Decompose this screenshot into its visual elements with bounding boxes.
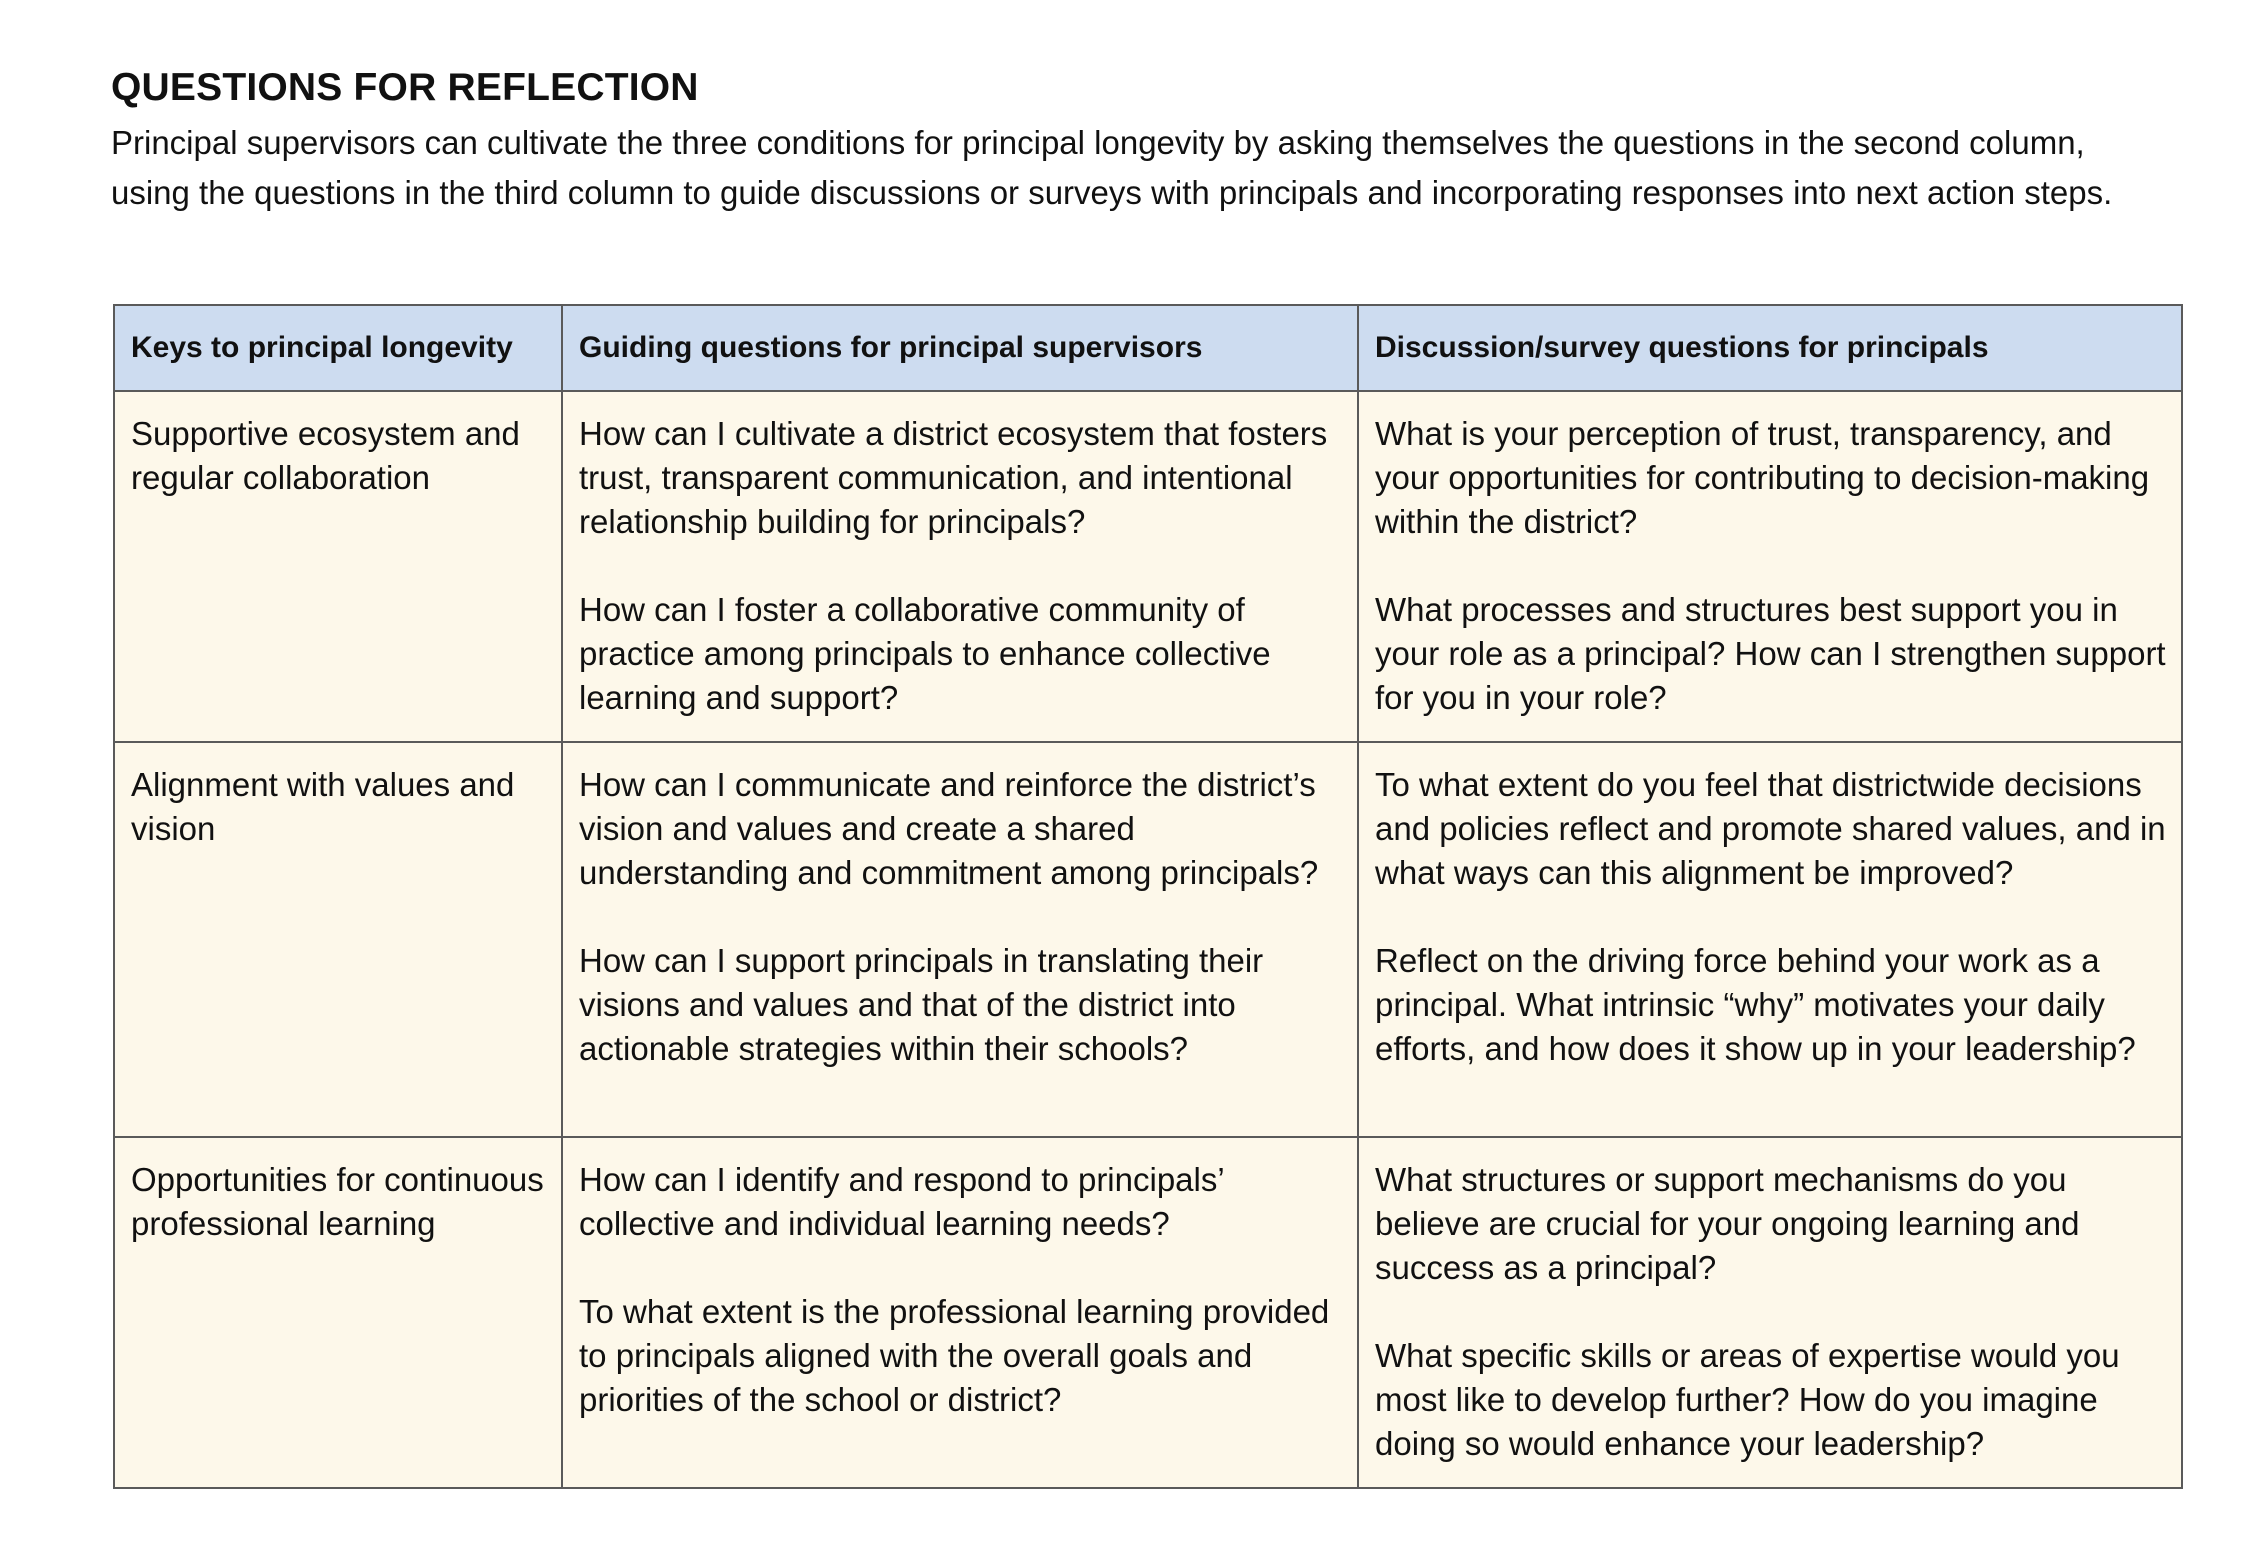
supervisor-questions-cell (562, 742, 1358, 1137)
key-cell (114, 391, 562, 742)
supervisor-questions-cell (562, 391, 1358, 742)
page-title: QUESTIONS FOR REFLECTION (111, 66, 699, 109)
supervisor-question: To what extent is the professional learning provided to principals aligned with the overall goals and priorities of the school or district? (579, 1293, 1330, 1418)
key-text: Alignment with values and vision (131, 766, 515, 847)
table-body (114, 391, 2182, 1488)
table-row (114, 1137, 2182, 1488)
page-header (111, 64, 2183, 218)
column-header-principal-questions: Discussion/survey questions for principals (1358, 305, 2182, 391)
supervisor-questions-cell (562, 1137, 1358, 1488)
principal-questions-cell (1358, 1137, 2182, 1488)
table-header (114, 305, 2182, 391)
key-cell (114, 742, 562, 1137)
supervisor-question: How can I foster a collaborative community of practice among principals to enhance collective learning and support? (579, 591, 1271, 716)
supervisor-question: How can I cultivate a district ecosystem that fosters trust, transparent communication, and intentional relationship building for principals? (579, 415, 1328, 540)
table-row (114, 742, 2182, 1137)
header-row (114, 305, 2182, 391)
principal-question: To what extent do you feel that districtwide decisions and policies reflect and promote shared values, and in what ways can this alignment be improved? (1375, 766, 2166, 891)
table-row (114, 391, 2182, 742)
key-cell (114, 1137, 562, 1488)
principal-question: Reflect on the driving force behind your work as a principal. What intrinsic “why” motivates your daily efforts, and how does it show up in your leadership? (1375, 942, 2136, 1067)
supervisor-question: How can I support principals in translating their visions and values and that of the district into actionable strategies within their schools? (579, 942, 1264, 1067)
column-header-supervisor-questions: Guiding questions for principal supervisors (562, 305, 1358, 391)
intro-paragraph: Principal supervisors can cultivate the three conditions for principal longevity by asking themselves the questions in the second column, using the questions in the third column to guide discussions or surveys with principals and incorporating responses into next action steps. (111, 124, 2113, 211)
supervisor-question: How can I communicate and reinforce the district’s vision and values and create a shared understanding and commitment among principals? (579, 766, 1319, 891)
principal-question: What processes and structures best support you in your role as a principal? How can I strengthen support for you in your role? (1375, 591, 2166, 716)
key-text: Supportive ecosystem and regular collaboration (131, 415, 520, 496)
reflection-table (113, 304, 2183, 1489)
principal-questions-cell (1358, 391, 2182, 742)
reflection-table-container (113, 304, 2181, 1480)
column-header-keys: Keys to principal longevity (114, 305, 562, 391)
key-text: Opportunities for continuous professional learning (131, 1161, 544, 1242)
principal-questions-cell (1358, 742, 2182, 1137)
principal-question: What structures or support mechanisms do you believe are crucial for your ongoing learning and success as a principal? (1375, 1161, 2080, 1286)
principal-question: What is your perception of trust, transparency, and your opportunities for contributing to decision-making within the district? (1375, 415, 2150, 540)
principal-question: What specific skills or areas of expertise would you most like to develop further? How do you imagine doing so would enhance your leadership? (1375, 1337, 2120, 1462)
supervisor-question: How can I identify and respond to principals’ collective and individual learning needs? (579, 1161, 1224, 1242)
